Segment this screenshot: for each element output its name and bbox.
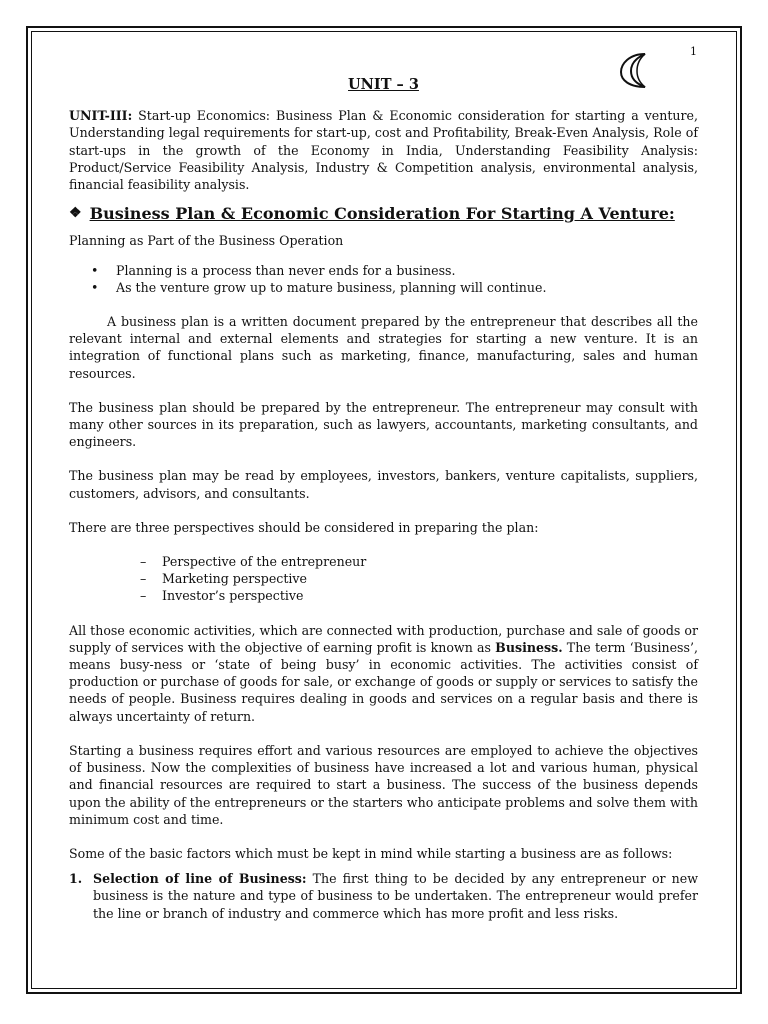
bullet-marker: • [91, 279, 99, 295]
paragraph-basic-factors: Some of the basic factors which must be kept in mind while starting a business are as follows: [69, 845, 673, 861]
unit-intro-text: Start-up Economics: Business Plan & Economic consideration for starting a venture, Understanding legal requirements for start-up, cost and Profitability, Break-Even Analysis, Role of start-ups in the growth of the Economy in India, Understanding Feasibility Analysis: Product/Service Feasibility Analysis, Industry & Competition analysis, environmental analysis, financial feasibility analysis. [69, 108, 698, 193]
business-definition-rest: The term ‘Business’, means busy-ness or ‘state of being busy’ in economic activities. The activities consist of production or purchase of goods for sale, or exchange of goods or supply or services to satisfy the needs of people. Business requires dealing in goods and services on a regular basis and there is always uncertainty of return. [69, 639, 698, 724]
perspective-text: Marketing perspective [162, 571, 307, 587]
list-item [69, 262, 698, 279]
diamond-bullet-icon: ❖ [69, 205, 82, 222]
page-number: 1 [690, 45, 697, 58]
bullet-text: As the venture grow up to mature business, planning will continue. [116, 279, 547, 295]
list-item [69, 870, 698, 922]
page-title: UNIT – 3 [348, 76, 419, 93]
business-definition-lead: All those economic activities, which are connected with production, purchase and sale of goods or supply of services with the objective of earning profit is known as [69, 622, 698, 655]
factors-list [69, 870, 698, 922]
list-item [69, 587, 698, 604]
subheading: Planning as Part of the Business Operation [69, 233, 344, 249]
list-item [69, 570, 698, 587]
planning-bullet-list [69, 262, 698, 296]
perspective-text: Perspective of the entrepreneur [162, 554, 367, 570]
business-term: Business. [495, 639, 563, 655]
bullet-marker: • [91, 262, 99, 278]
paragraph-business-definition [69, 622, 698, 725]
paragraph-starting-business: Starting a business requires effort and various resources are employed to achieve the objectives of business. Now the complexities of business have increased a lot and various human, physical and financial resources are required to start a business. The success of the business depends upon the ability of the entrepreneurs or the starters who anticipate problems and solve them with minimum cost and time. [69, 742, 698, 827]
unit-intro-label: UNIT-III: [69, 108, 133, 124]
dash-marker: – [140, 554, 147, 570]
document-body [69, 76, 698, 922]
factor-number: 1. [69, 871, 83, 887]
paragraph-prepared-by: The business plan should be prepared by the entrepreneur. The entrepreneur may consult with many other sources in its preparation, such as lawyers, accountants, marketing consultants, and engineers. [69, 399, 698, 450]
bullet-text: Planning is a process than never ends for a business. [116, 262, 456, 278]
list-item [69, 553, 698, 570]
factor-title: Selection of line of Business: [93, 871, 307, 887]
list-item [69, 279, 698, 296]
unit-intro [69, 107, 698, 193]
section-heading [69, 205, 698, 222]
section-heading-text: Business Plan & Economic Consideration For Starting A Venture: [89, 204, 675, 224]
paragraph-perspectives-intro: There are three perspectives should be considered in preparing the plan: [69, 519, 539, 535]
perspectives-list [69, 553, 698, 605]
dash-marker: – [140, 588, 147, 604]
dash-marker: – [140, 571, 147, 587]
perspective-text: Investor’s perspective [162, 588, 304, 604]
paragraph-business-plan: A business plan is a written document prepared by the entrepreneur that describes all the relevant internal and external elements and strategies for starting a new venture. It is an integration of functional plans such as marketing, finance, manufacturing, sales and human resources. [69, 314, 698, 381]
factor-text: The first thing to be decided by any entrepreneur or new business is the nature and type of business to be undertaken. The entrepreneur would prefer the line or branch of industry and commerce which has more profit and less risks. [93, 871, 698, 921]
paragraph-readers: The business plan may be read by employees, investors, bankers, venture capitalists, suppliers, customers, advisors, and consultants. [69, 468, 698, 501]
